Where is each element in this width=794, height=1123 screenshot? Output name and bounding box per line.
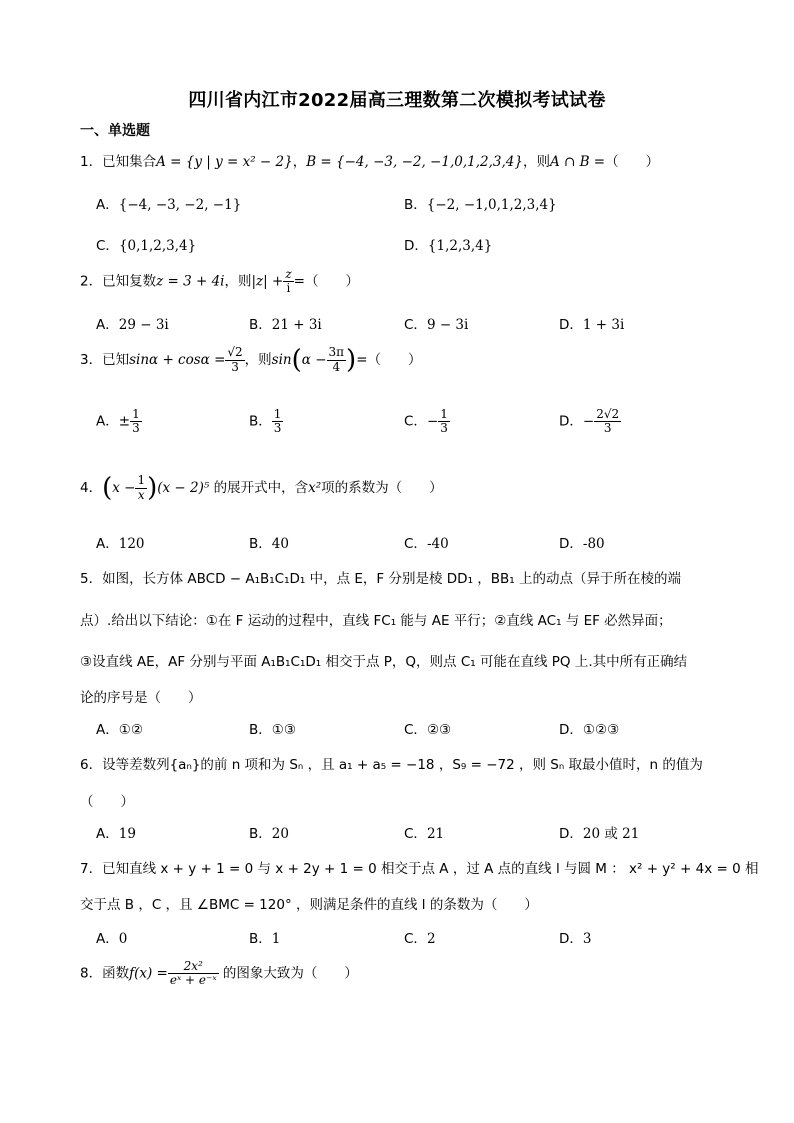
q3-option-a: A．± $\frac{1}{3}$	[96, 407, 140, 436]
question-5-line-1: 5．如图，长方体 ABCD − A₁B₁C₁D₁ 中，点 E，F 分别是棱 DD₁ ，BB₁ 上的动点（异于所在棱的端	[80, 571, 681, 587]
question-7-line-1: 7．已知直线 x + y + 1 = 0 与 x + 2y + 1 = 0 相交于点 A ，过 A 点的直线 l 与圆 M ： x² + y² + 4x = 0 相	[80, 861, 759, 877]
q2-option-b: B．21 + 3i	[249, 317, 322, 333]
q1-expr: A ∩ B =	[549, 154, 606, 170]
question-7-line-2: 交于点 B ，C ，且 ∠BMC = 120° ，则满足条件的直线 l 的条数为（ ）	[80, 897, 538, 913]
q1-option-a: A．{−4, −3, −2, −1}	[96, 197, 242, 213]
q1-blank: （ ）	[605, 154, 660, 170]
q3-option-c: C．− $\frac{1}{3}$	[404, 407, 448, 436]
question-5-line-2: 点）.给出以下结论：①在 F 运动的过程中，直线 FC₁ 能与 AE 平行；②直线 AC₁ 与 EF 必然异面；	[80, 613, 672, 629]
q6-option-b: B．20	[249, 826, 289, 842]
q7-option-b: B．1	[249, 931, 281, 947]
q2-option-a: A．29 − 3i	[96, 317, 169, 333]
q5-option-a: A．①②	[96, 722, 143, 738]
q2-option-c: C．9 − 3i	[404, 317, 469, 333]
question-5-line-4: 论的序号是（ ）	[80, 690, 202, 706]
q1-ask: ，则	[522, 154, 550, 170]
q2-fraction: $\frac{z}{i}$	[285, 267, 292, 296]
q1-label: 1．已知集合	[80, 154, 157, 170]
q5-option-c: C．②③	[404, 722, 452, 738]
question-8: 8．函数f(x) = $\frac{\text{2x²}}{\text{eˣ + e⁻ˣ}}$ 的图象大致为（ ）	[80, 959, 358, 988]
question-6-line-2: （ ）	[80, 794, 134, 810]
q6-option-d: D．20 或 21	[559, 826, 640, 842]
q1-set-b: B = {−4, −3, −2, −1,0,1,2,3,4}	[306, 154, 523, 170]
q2-option-d: D．1 + 3i	[559, 317, 625, 333]
q3-option-b: B． $\frac{1}{3}$	[249, 407, 282, 436]
q4-option-c: C．-40	[404, 536, 449, 552]
q1-option-c: C．{0,1,2,3,4}	[96, 238, 197, 254]
question-6-line-1: 6．设等差数列{aₙ}的前 n 项和为 Sₙ ，且 a₁ + a₅ = −18 ，S₉ = −72 ，则 Sₙ 取最小值时，n 的值为	[80, 757, 703, 773]
question-3: 3．已知sinα + cosα = $\frac{√2}{3}$ ，则sin(α − $\frac{3\pi}{4}$ )=（ ）	[80, 345, 422, 375]
question-1	[80, 150, 659, 170]
question-5-line-3: ③设直线 AE，AF 分别与平面 A₁B₁C₁D₁ 相交于点 P，Q，则点 C₁ 可能在直线 PQ 上.其中所有正确结	[80, 654, 688, 670]
q4-option-d: D．-80	[559, 536, 605, 552]
q3-option-d: D．− $\frac{2√2}{3}$	[559, 407, 620, 436]
q1-option-b: B．{−2, −1,0,1,2,3,4}	[404, 197, 557, 213]
q4-option-a: A．120	[96, 536, 145, 552]
q5-option-d: D．①②③	[559, 722, 620, 738]
question-4: 4．(x − $\frac{1}{x}$ )(x − 2)⁵ 的展开式中，含x²项的系数为（ ）	[80, 473, 443, 503]
q6-option-c: C．21	[404, 826, 445, 842]
q1-option-d: D．{1,2,3,4}	[404, 238, 493, 254]
q7-option-d: D．3	[559, 931, 592, 947]
page-title: 四川省内江市2022届高三理数第二次模拟考试试卷	[188, 90, 606, 111]
section-heading: 一、单选题	[80, 123, 150, 139]
q7-option-a: A．0	[96, 931, 128, 947]
q6-option-a: A．19	[96, 826, 136, 842]
q7-option-c: C．2	[404, 931, 436, 947]
question-2: 2．已知复数z = 3 + 4i，则|z| + $\frac{z}{i}$ =（ ）	[80, 267, 359, 296]
q5-option-b: B．①③	[249, 722, 296, 738]
q1-sep: ，	[292, 154, 307, 170]
q4-option-b: B．40	[249, 536, 289, 552]
q1-set-a: A = {y | y = x² − 2}	[156, 154, 293, 170]
